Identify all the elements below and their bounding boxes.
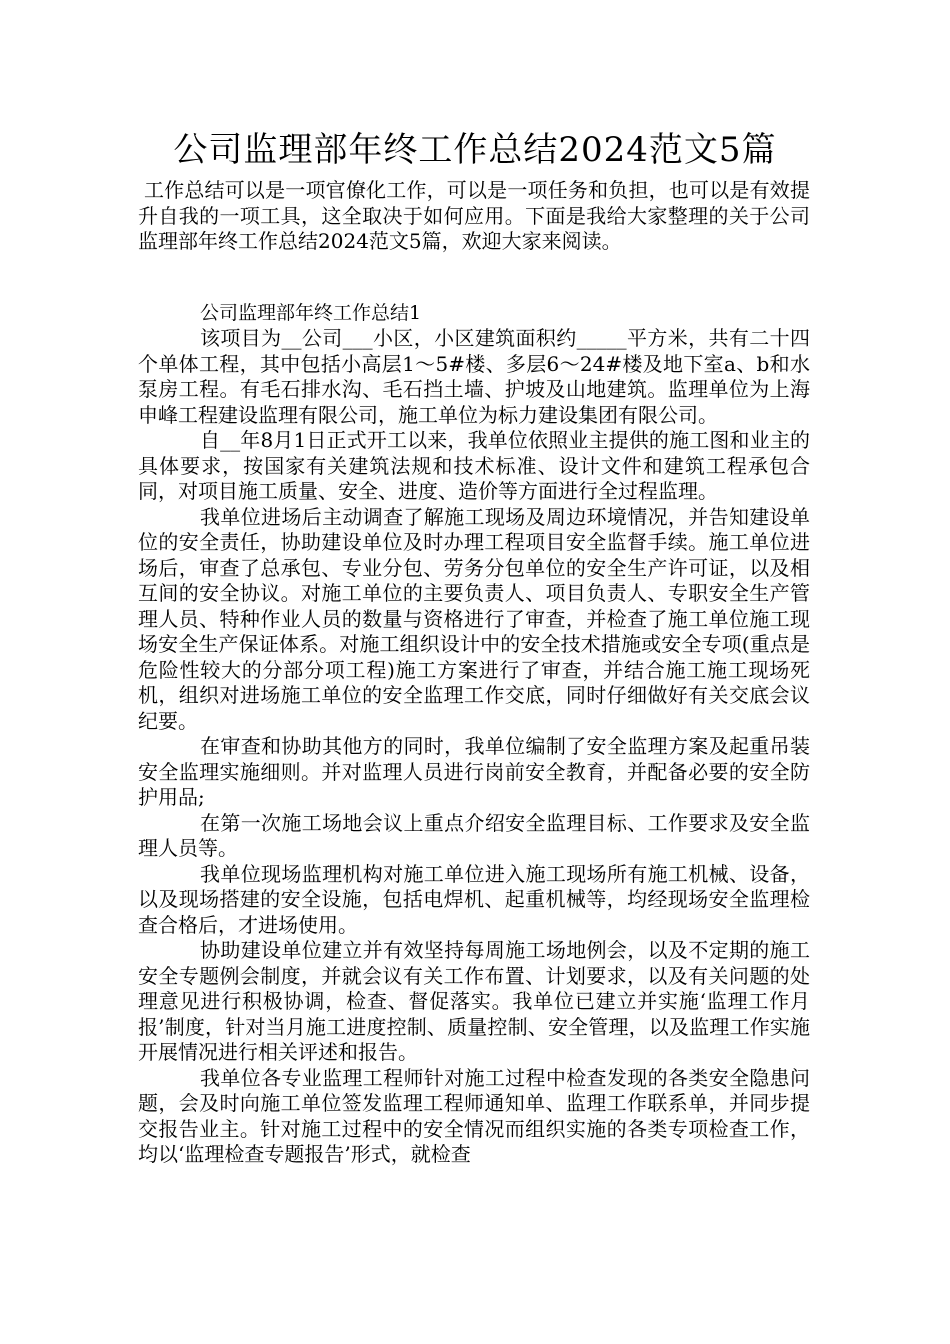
body-paragraph: 自__年8月1日正式开工以来，我单位依照业主提供的施工图和业主的具体要求，按国家有关建筑法规和技术标准、设计文件和建筑工程承包合同，对项目施工质量、安全、进度、造价等方面进行全过程监理。 bbox=[138, 428, 810, 503]
body-paragraph: 在审查和协助其他方的同时，我单位编制了安全监理方案及起重吊装安全监理实施细则。并对监理人员进行岗前安全教育，并配备必要的安全防护用品; bbox=[138, 734, 810, 809]
document-title: 公司监理部年终工作总结2024范文5篇 bbox=[173, 130, 777, 170]
body-paragraph: 协助建设单位建立并有效坚持每周施工场地例会，以及不定期的施工安全专题例会制度，并就会议有关工作布置、计划要求，以及有关问题的处理意见进行积极协调，检查、督促落实。我单位已建立并实施‘监理工作月报’制度，针对当月施工进度控制、质量控制、安全管理，以及监理工作实施开展情况进行相关评述和报告。 bbox=[138, 938, 810, 1064]
body-paragraph: 我单位现场监理机构对施工单位进入施工现场所有施工机械、设备，以及现场搭建的安全设施，包括电焊机、起重机械等，均经现场安全监理检查合格后，才进场使用。 bbox=[138, 861, 810, 937]
body-paragraph: 该项目为__公司___小区，小区建筑面积约_____平方米，共有二十四个单体工程，其中包括小高层1～5#楼、多层6～24#楼及地下室a、b和水泵房工程。有毛石排水沟、毛石挡土墙、护坡及山地建筑。监理单位为上海申峰工程建设监理有限公司，施工单位为标力建设集团有限公司。 bbox=[138, 326, 810, 427]
section-heading: 公司监理部年终工作总结1 bbox=[200, 301, 422, 324]
intro-paragraph: 工作总结可以是一项官僚化工作，可以是一项任务和负担，也可以是有效提升自我的一项工具，这全取决于如何应用。下面是我给大家整理的关于公司监理部年终工作总结2024范文5篇，欢迎大家来阅读。 bbox=[138, 178, 810, 253]
body-paragraph: 我单位进场后主动调查了解施工现场及周边环境情况，并告知建设单位的安全责任，协助建设单位及时办理工程项目安全监督手续。施工单位进场后，审查了总承包、专业分包、劳务分包单位的安全生产许可证，以及相互间的安全协议。对施工单位的主要负责人、项目负责人、专职安全生产管理人员、特种作业人员的数量与资格进行了审查，并检查了施工单位施工现场安全生产保证体系。对施工组织设计中的安全技术措施或安全专项(重点是危险性较大的分部分项工程)施工方案进行了审查，并结合施工施工现场死机，组织对进场施工单位的安全监理工作交底，同时仔细做好有关交底会议纪要。 bbox=[138, 504, 810, 733]
document-body bbox=[138, 178, 810, 1168]
body-paragraph: 我单位各专业监理工程师针对施工过程中检查发现的各类安全隐患问题，会及时向施工单位签发监理工程师通知单、监理工作联系单，并同步提交报告业主。针对施工过程中的安全情况而组织实施的各类专项检查工作，均以‘监理检查专题报告’形式，就检查 bbox=[138, 1065, 810, 1166]
body-paragraph: 在第一次施工场地会议上重点介绍安全监理目标、工作要求及安全监理人员等。 bbox=[138, 810, 810, 860]
